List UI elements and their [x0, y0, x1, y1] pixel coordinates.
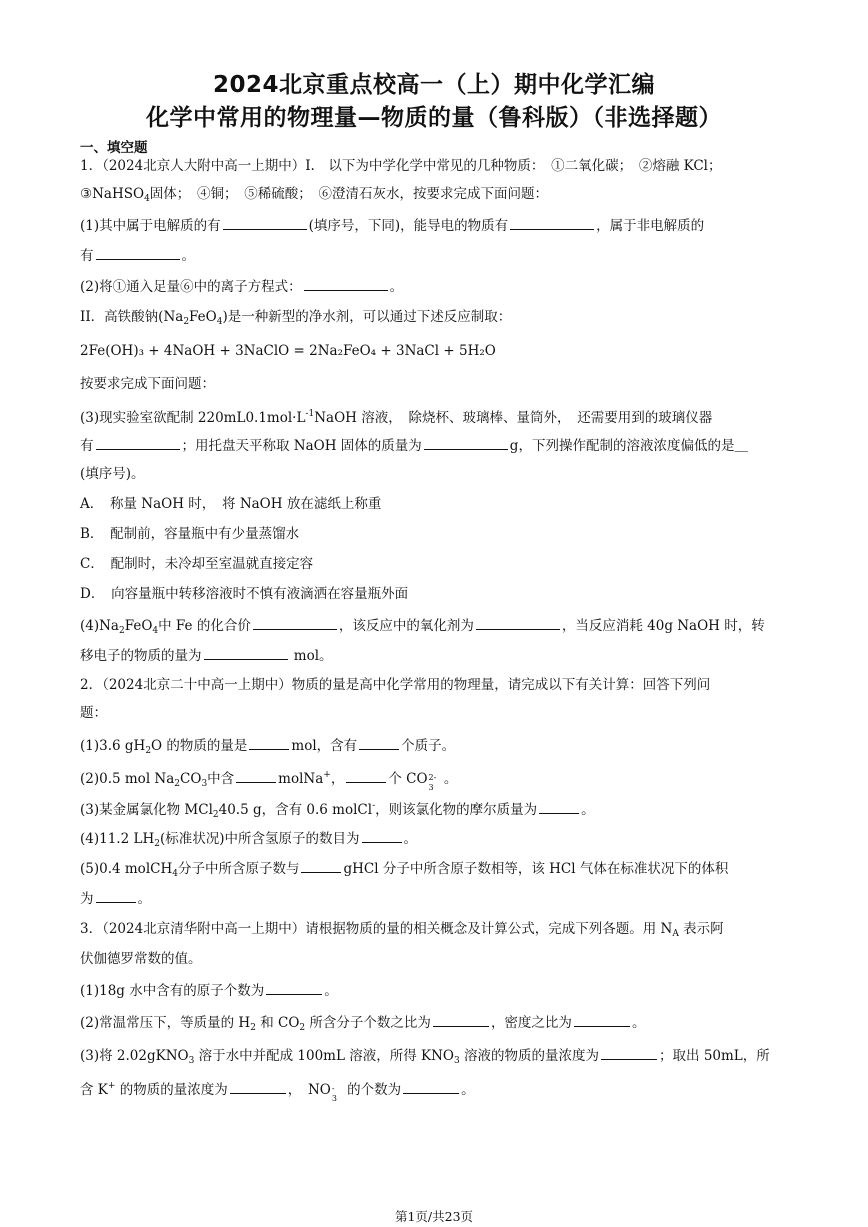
answer-blank[interactable] — [96, 435, 180, 450]
q1-requirement: 按要求完成下面问题： — [80, 376, 215, 392]
answer-blank[interactable] — [301, 858, 341, 873]
answer-blank[interactable] — [539, 799, 579, 814]
q1-line2: ③NaHSO$_4$固体； ④铜； ⑤稀硫酸； ⑥澄清石灰水，按要求完成下面问题： — [80, 186, 549, 204]
q1-option-c: C． 配制时，未冷却至室温就直接定容 — [80, 556, 314, 572]
answer-blank[interactable] — [249, 735, 289, 750]
q2-part3: (3)某金属氯化物 MCl$_2$40.5 g，含有 0.6 molCl-，则该氯化物的摩尔质量为 。 — [80, 801, 595, 820]
answer-blank[interactable] — [96, 245, 180, 260]
q1-part4: $(4)Na_2FeO_4$中 Fe 的化合价 ，该反应中的氧化剂为 ，当反应消耗 40g NaOH 时，转 — [80, 615, 765, 640]
q1-option-b: B． 配制前，容量瓶中有少量蒸馏水 — [80, 526, 300, 542]
answer-blank[interactable] — [601, 1045, 657, 1060]
answer-blank[interactable] — [230, 1079, 286, 1094]
answer-blank[interactable] — [223, 215, 307, 230]
answer-blank[interactable] — [510, 215, 594, 230]
answer-blank[interactable] — [433, 1012, 489, 1027]
q2-part5: (5)0.4 molCH$_4$分子中所含原子数与 gHCl 分子中所含原子数相等，该 HCl 气体在标准状况下的体积 — [80, 858, 728, 883]
answer-blank[interactable] — [236, 768, 276, 783]
answer-blank[interactable] — [574, 1012, 630, 1027]
q2-part4: (4)11.2 $LH_2$(标准状况)中所含氢原子的数目为 。 — [80, 828, 417, 853]
q3-part3-cont: 含 K+ 的物质的量浓度为 ， NO - 3 的个数为 。 — [80, 1081, 475, 1103]
answer-blank[interactable] — [96, 888, 136, 903]
q1-equation: 2Fe(OH)₃ + 4NaOH + 3NaClO = 2Na₂FeO₄ + 3NaCl + 5H₂O — [80, 343, 496, 359]
answer-blank[interactable] — [359, 735, 399, 750]
q2-part2: (2)0.5 mol $Na_2CO_3$中含 molNa+， 个 CO 2- 3 。 — [80, 770, 458, 792]
q1-part3: (3)现实验室欲配制 $220mL0.1mol\cdot L^{-1}NaOH$ 溶液， 除烧杯、玻璃棒、量筒外， 还需要用到的玻璃仪器 — [80, 409, 713, 426]
q2-part5-cont: 为 。 — [80, 888, 151, 908]
q1-part-ii: II．高铁酸钠$(Na_2FeO_4)$是一种新型的净水剂，可以通过下述反应制取： — [80, 309, 512, 327]
answer-blank[interactable] — [266, 980, 322, 995]
q3-line1: 3．（2024北京清华附中高一上期中）请根据物质的量的相关概念及计算公式，完成下列各题。用 $N_A$ 表示阿 — [80, 921, 724, 939]
page-number: 第1页/共23页 — [394, 1209, 474, 1224]
q2-line2: 题： — [80, 705, 107, 721]
q3-part1: (1)18g 水中含有的原子个数为 。 — [80, 980, 338, 1000]
q1-line1: 1．（2024北京人大附中高一上期中）I. 以下为中学化学中常见的几种物质： ①二氧化碳； ②熔融 KCl； — [80, 158, 722, 174]
answer-blank[interactable] — [362, 828, 402, 843]
answer-blank[interactable] — [204, 645, 288, 660]
q2-line1: 2．（2024北京二十中高一上期中）物质的量是高中化学常用的物理量，请完成以下有关计算：回答下列问 — [80, 677, 711, 693]
answer-blank[interactable] — [346, 768, 386, 783]
q1-part4-cont: 移电子的物质的量为 mol。 — [80, 645, 333, 665]
q3-part3: (3)将 2.02gKNO$_3$ 溶于水中并配成 100mL 溶液，所得 $KNO_3$ 溶液的物质的量浓度为 ；取出 50mL，所 — [80, 1045, 770, 1070]
q1-part1-cont: 有 。 — [80, 245, 195, 265]
q1-part2: (2)将①通入足量⑥中的离子方程式： 。 — [80, 276, 403, 296]
q1-option-d: D． 向容量瓶中转移溶液时不慎有液滴洒在容量瓶外面 — [80, 586, 409, 602]
q1-part3-end: (填序号)。 — [80, 466, 145, 482]
answer-blank[interactable] — [304, 276, 388, 291]
q3-part2: (2)常温常压下，等质量的 $H_2$ 和 $CO_2$ 所含分子个数之比为 ，密度之比为 。 — [80, 1012, 645, 1037]
q1-part3-cont: 有 ；用托盘天平称取 NaOH 固体的质量为 g，下列操作配制的溶液浓度偏低的是＿ — [80, 435, 748, 455]
answer-blank[interactable] — [476, 615, 560, 630]
answer-blank[interactable] — [424, 435, 508, 450]
section-heading: 一、填空题 — [80, 140, 148, 156]
q1-option-a: A． 称量 NaOH 时， 将 NaOH 放在滤纸上称重 — [80, 496, 382, 512]
answer-blank[interactable] — [253, 615, 337, 630]
doc-title-line1: 2024北京重点校高一（上）期中化学汇编 — [212, 72, 655, 98]
doc-title-line2: 化学中常用的物理量—物质的量（鲁科版）（非选择题） — [146, 105, 722, 131]
q3-line2: 伏伽德罗常数的值。 — [80, 951, 202, 967]
q2-part1: (1)3.6 $gH_2O$ 的物质的量是 mol，含有 个质子。 — [80, 735, 455, 760]
answer-blank[interactable] — [403, 1079, 459, 1094]
q1-part1: (1)其中属于电解质的有 (填序号，下同)，能导电的物质有 ，属于非电解质的 — [80, 215, 704, 235]
